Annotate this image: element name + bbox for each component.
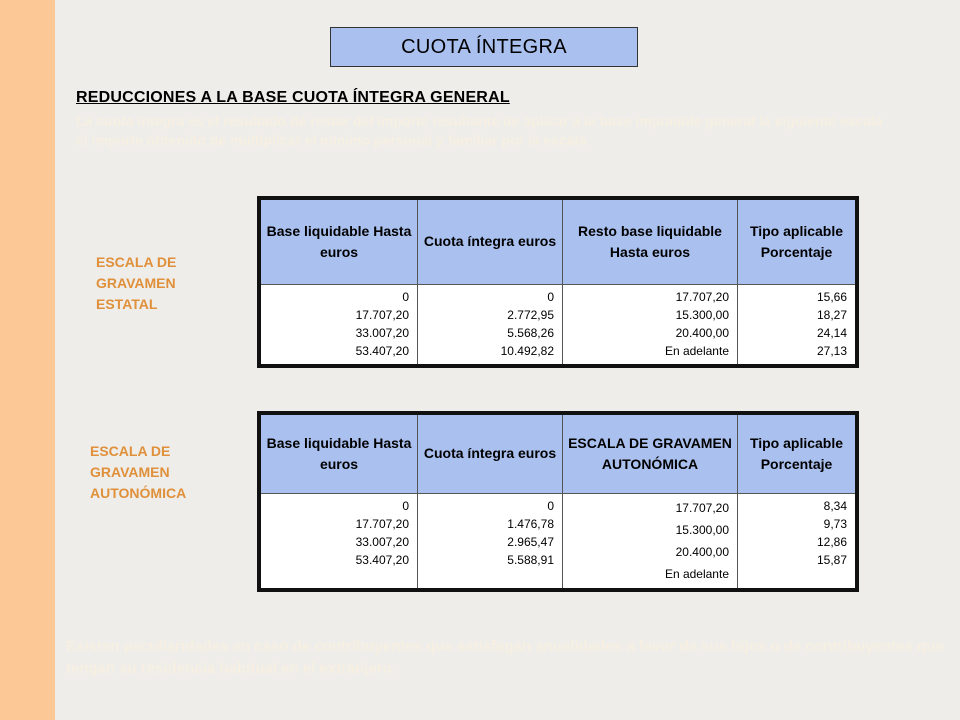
table-row	[259, 493, 857, 590]
table-value: 8,34	[823, 498, 847, 513]
table-row	[259, 284, 857, 366]
table-value: En adelante	[664, 566, 729, 581]
table-value: 17.707,20	[355, 516, 409, 531]
table-value: 15.300,00	[675, 522, 729, 537]
autonomica-scale-label: ESCALA DE GRAVAMEN AUTONÓMICA	[90, 443, 187, 501]
estatal-scale-label: ESCALA DE GRAVAMEN ESTATAL	[96, 254, 177, 312]
table-value: 2.965,47	[507, 534, 554, 549]
table-value: 24,14	[816, 325, 847, 340]
tipo-aplicable-cell	[738, 284, 858, 366]
table-value: 2.772,95	[507, 307, 554, 322]
base-liquidable-cell	[259, 493, 418, 590]
resto-base-cell	[563, 284, 738, 366]
intro-paragraph: La cuota íntegra es el resultado de restar del importe resultante de aplicar a la base imponible general la siguiente escala el importe obtenido de multiplicar el mínimo personal y familiar por la escala	[76, 113, 883, 148]
column-header: Cuota íntegra euros	[418, 413, 563, 493]
table-value: 27,13	[816, 343, 847, 358]
table-header-row	[259, 198, 857, 284]
table-value: 17.707,20	[355, 307, 409, 322]
table-value: 33.007,20	[355, 534, 409, 549]
table-value: 15,66	[816, 289, 847, 304]
cuota-integra-cell	[418, 493, 563, 590]
side-accent-strip	[0, 0, 55, 720]
table-value: En adelante	[664, 343, 729, 358]
table-value: 15.300,00	[675, 307, 729, 322]
estatal-scale-table	[257, 196, 859, 368]
column-header: Base liquidable Hasta euros	[259, 413, 418, 493]
resto-base-cell	[563, 493, 738, 590]
slide-title: CUOTA ÍNTEGRA	[330, 27, 638, 67]
table-value: 33.007,20	[355, 325, 409, 340]
table-value: 9,73	[823, 516, 847, 531]
table-value: 53.407,20	[355, 343, 409, 358]
table-value: 12,86	[816, 534, 847, 549]
table-value: 5.568,26	[507, 325, 554, 340]
table-value: 18,27	[816, 307, 847, 322]
table-value: 0	[547, 498, 554, 513]
column-header: Resto base liquidable Hasta euros	[563, 198, 738, 284]
column-header: Tipo aplicable Porcentaje	[738, 198, 858, 284]
table-value: 15,87	[816, 552, 847, 567]
column-header: Tipo aplicable Porcentaje	[738, 413, 858, 493]
tipo-aplicable-cell	[738, 493, 858, 590]
table-value: 0	[402, 289, 409, 304]
table-value: 17.707,20	[675, 500, 729, 515]
section-heading: REDUCCIONES A LA BASE CUOTA ÍNTEGRA GENERAL	[76, 89, 510, 106]
column-header: Base liquidable Hasta euros	[259, 198, 418, 284]
column-header: Cuota íntegra euros	[418, 198, 563, 284]
table-value: 20.400,00	[675, 544, 729, 559]
column-header: ESCALA DE GRAVAMEN AUTONÓMICA	[563, 413, 738, 493]
table-value: 0	[402, 498, 409, 513]
base-liquidable-cell	[259, 284, 418, 366]
autonomica-scale-table	[257, 411, 859, 592]
cuota-integra-cell	[418, 284, 563, 366]
table-value: 0	[547, 289, 554, 304]
table-value: 53.407,20	[355, 552, 409, 567]
table-value: 1.476,78	[507, 516, 554, 531]
table-value: 5.588,91	[507, 552, 554, 567]
footer-note: Existen peculiaridades en caso de contribuyentes que satisfagan anualidades a favor de sus hijos o de contribuyentes que tengan su residencia habitual en el extranjero.	[66, 638, 944, 677]
table-value: 17.707,20	[675, 289, 729, 304]
table-value: 10.492,82	[500, 343, 554, 358]
table-header-row	[259, 413, 857, 493]
table-value: 20.400,00	[675, 325, 729, 340]
